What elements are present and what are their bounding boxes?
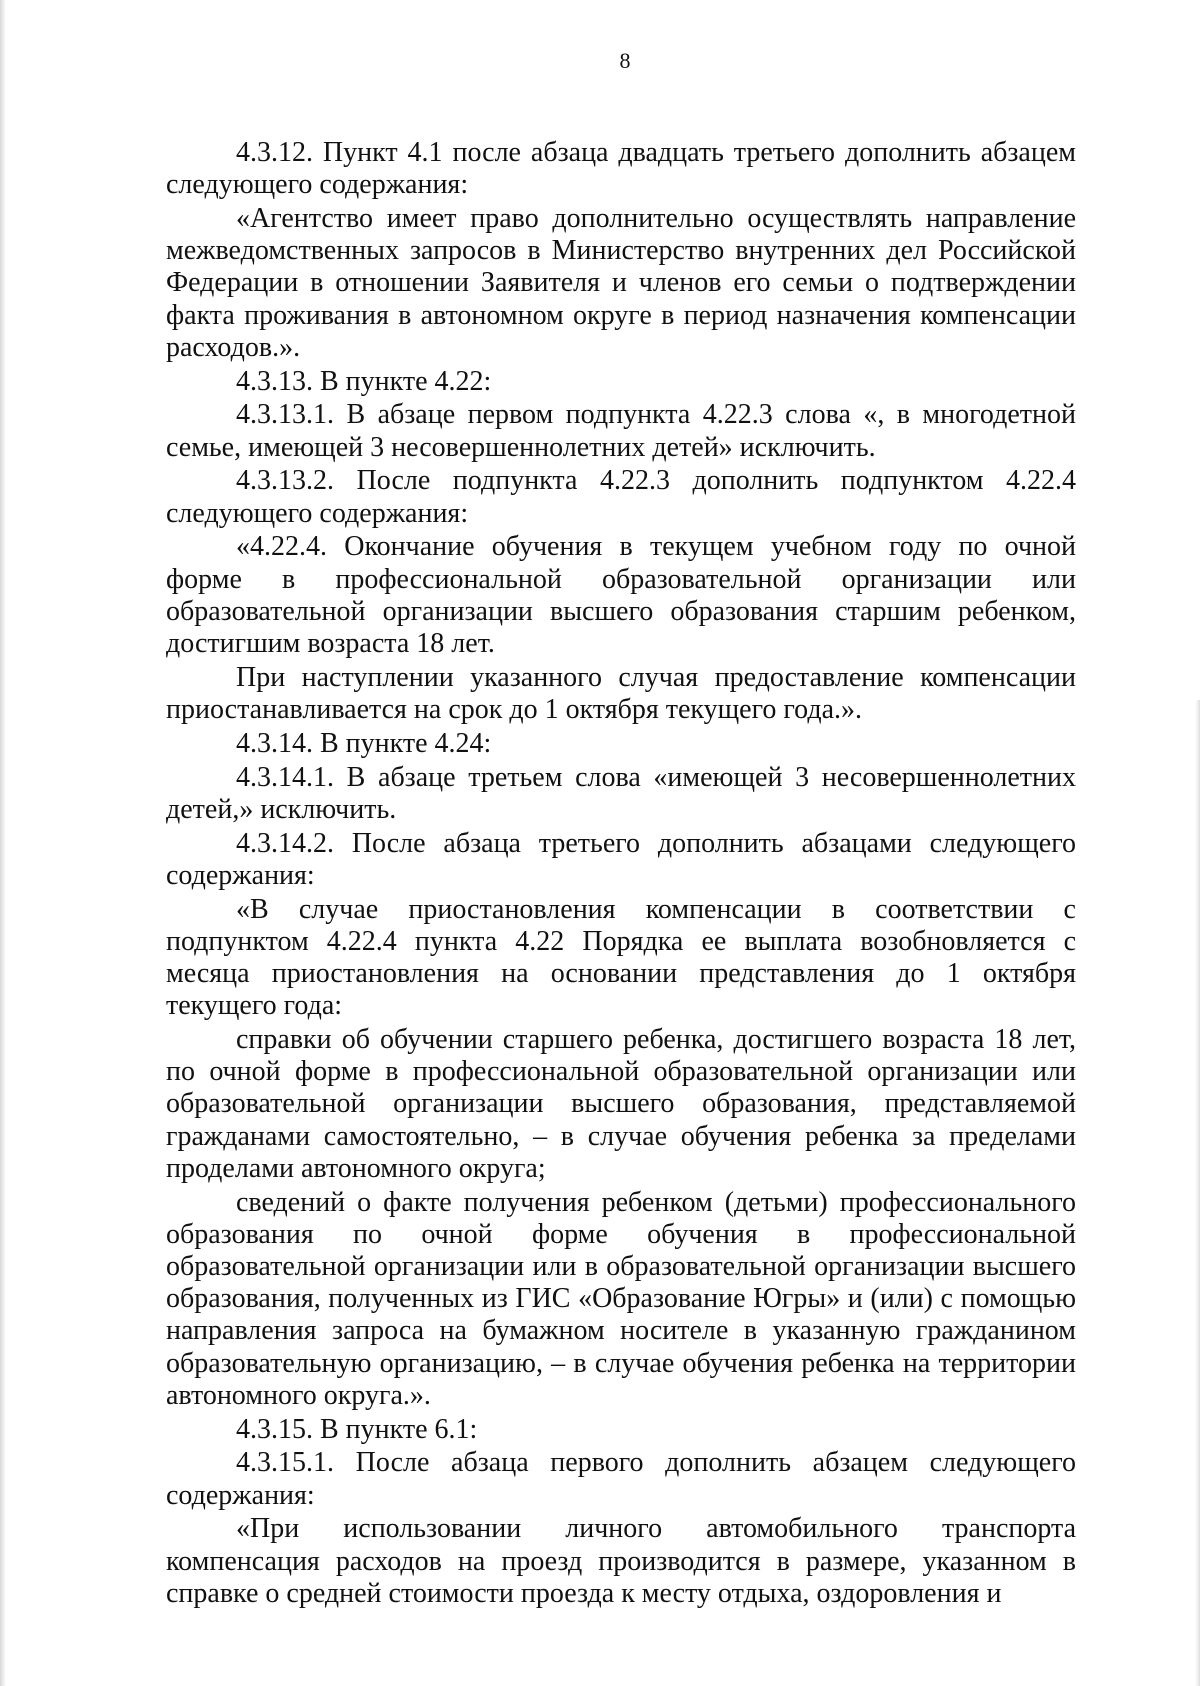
- scan-edge-right: [1195, 700, 1200, 1686]
- paragraph: «4.22.4. Окончание обучения в текущем учебном году по очной форме в профессиональной образовательной организации или образовательной организации высшего образования старшим ребенком, достигшим возраста 18 лет.: [166, 531, 1076, 660]
- paragraph: 4.3.14.2. После абзаца третьего дополнить абзацами следующего содержания:: [166, 827, 1076, 891]
- paragraph: 4.3.13.1. В абзаце первом подпункта 4.22.3 слова «, в многодетной семье, имеющей 3 несовершеннолетних детей» исключить.: [166, 399, 1076, 463]
- paragraph: 4.3.12. Пункт 4.1 после абзаца двадцать третьего дополнить абзацем следующего содержания:: [166, 137, 1076, 201]
- paragraph: 4.3.15. В пункте 6.1:: [236, 1413, 478, 1445]
- paragraph: справки об обучении старшего ребенка, достигшего возраста 18 лет, по очной форме в профессиональной образовательной организации или образовательной организации высшего образования, представляемой гражданами самостоятельно, – в случае обучения ребенка за пределами проделами автономного округа;: [166, 1024, 1076, 1184]
- paragraph: «В случае приостановления компенсации в соответствии с подпунктом 4.22.4 пункта 4.22 Порядка ее выплата возобновляется с месяца приостановления на основании представления до 1 октября текущего года:: [166, 893, 1076, 1022]
- document-body: [166, 137, 1076, 1612]
- paragraph: сведений о факте получения ребенком (детьми) профессионального образования по очной форме обучения в профессиональной образовательной организации или в образовательной организации высшего образования, полученных из ГИС «Образование Югры» и (или) с помощью направления запроса на бумажном носителе в указанную гражданином образовательную организацию, – в случае обучения ребенка на территории автономного округа.».: [166, 1186, 1076, 1411]
- page-number: 8: [619, 48, 631, 73]
- paragraph: 4.3.15.1. После абзаца первого дополнить абзацем следующего содержания:: [166, 1447, 1076, 1511]
- paragraph: 4.3.14. В пункте 4.24:: [236, 727, 492, 759]
- paragraph: «Агентство имеет право дополнительно осуществлять направление межведомственных запросов в Министерство внутренних дел Российской Федерации в отношении Заявителя и членов его семьи о подтверждении факта проживания в автономном округе в период назначения компенсации расходов.».: [166, 203, 1076, 363]
- paragraph: 4.3.13.2. После подпункта 4.22.3 дополнить подпунктом 4.22.4 следующего содержания:: [166, 465, 1076, 529]
- paragraph: 4.3.14.1. В абзаце третьем слова «имеющей 3 несовершеннолетних детей,» исключить.: [166, 761, 1076, 825]
- paragraph: 4.3.13. В пункте 4.22:: [236, 365, 492, 397]
- paragraph: При наступлении указанного случая предоставление компенсации приостанавливается на срок до 1 октября текущего года.».: [166, 661, 1076, 726]
- scan-edge-left: [0, 0, 6, 1686]
- paragraph: «При использовании личного автомобильного транспорта компенсация расходов на проезд производится в размере, указанном в справке о средней стоимости проезда к месту отдыха, оздоровления и: [166, 1513, 1076, 1609]
